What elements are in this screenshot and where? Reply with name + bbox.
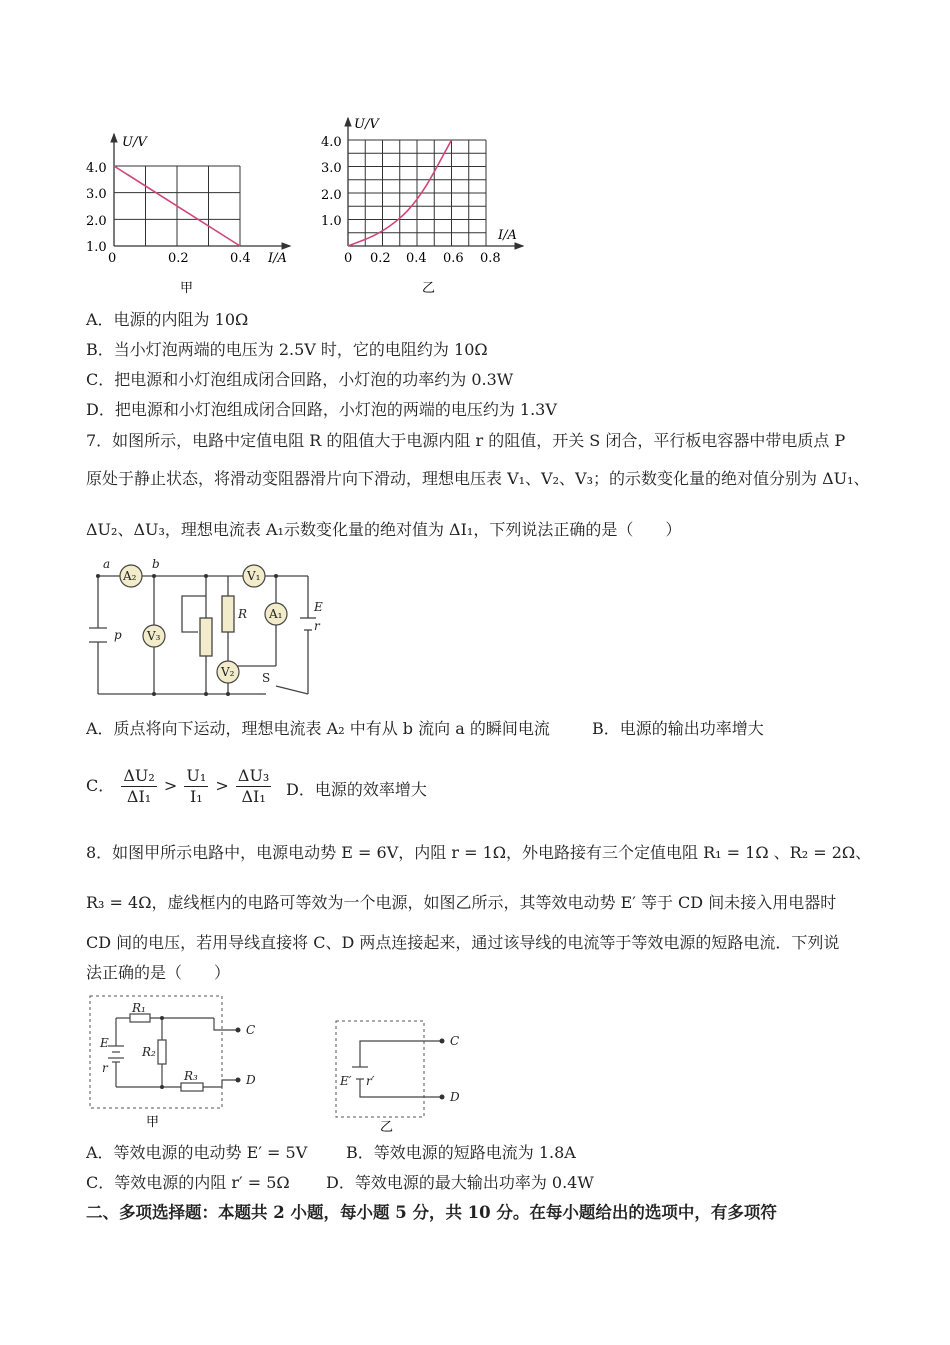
- q7-stem-line2: 原处于静止状态，将滑动变阻器滑片向下滑动，理想电压表 V₁、V₂、V₃；的示数变化量的绝对值分别为 ΔU₁、: [86, 469, 870, 488]
- yi-ytick: 2.0: [321, 188, 342, 203]
- q8-jia-caption: 甲: [146, 1115, 160, 1130]
- jia-caption: 甲: [180, 281, 194, 296]
- q8-stem-line3: CD 间的电压，若用导线直接将 C、D 两点连接起来，通过该导线的电流等于等效电源的短路电流．下列说: [86, 933, 840, 952]
- q8-jia-c: C: [246, 1023, 256, 1037]
- yi-xtick: 0.8: [480, 251, 501, 266]
- q8-stem-line1: 8．如图甲所示电路中，电源电动势 E = 6V，内阻 r = 1Ω，外电路接有三个定值电阻 R₁ = 1Ω 、R₂ = 2Ω、: [86, 843, 872, 862]
- jia-ylabel: U/V: [122, 135, 147, 150]
- q8-jia-e: E: [100, 1036, 109, 1050]
- yi-xtick: 0.6: [443, 251, 464, 266]
- jia-ytick: 4.0: [86, 161, 107, 176]
- yi-xtick: 0.4: [406, 251, 427, 266]
- q7-label-b: b: [152, 557, 160, 571]
- fraction-numerator: ΔU₂: [123, 766, 155, 785]
- yi-ytick: 1.0: [321, 214, 342, 229]
- yi-xtick: 0: [344, 251, 353, 266]
- yi-ytick: 3.0: [321, 161, 342, 176]
- jia-xtick: 0: [108, 251, 117, 266]
- q7-stem-line3: ΔU₂、ΔU₃，理想电流表 A₁示数变化量的绝对值为 ΔI₁，下列说法正确的是（ ）: [86, 520, 682, 539]
- q6-option-b: B．当小灯泡两端的电压为 2.5V 时，它的电阻约为 10Ω: [86, 340, 488, 359]
- q7-label-e: E: [314, 600, 323, 614]
- y-axis-arrow: [111, 134, 117, 142]
- q7-ammeter-a2: A₂: [123, 569, 137, 583]
- yi-caption: 乙: [422, 281, 436, 296]
- q8-yi-c: C: [450, 1034, 460, 1048]
- yi-ytick: 4.0: [321, 135, 342, 150]
- q7-option-a: A．质点将向下运动，理想电流表 A₂ 中有从 b 流向 a 的瞬间电流: [86, 719, 550, 738]
- q7-voltmeter-v1: V₁: [247, 569, 261, 583]
- q6-option-c: C．把电源和小灯泡组成闭合回路，小灯泡的功率约为 0.3W: [86, 370, 514, 389]
- section-2-heading: 二、多项选择题：本题共 2 小题，每小题 5 分，共 10 分。在每小题给出的选项中，有多项符: [86, 1203, 777, 1222]
- yi-ylabel: U/V: [354, 117, 379, 132]
- q7-option-c-prefix: C．: [86, 776, 115, 795]
- fraction-denominator: ΔI₁: [241, 787, 266, 806]
- q7-option-b: B．电源的输出功率增大: [592, 719, 764, 738]
- jia-ytick: 2.0: [86, 214, 107, 229]
- x-axis-arrow: [515, 243, 523, 249]
- q7-label-p: p: [114, 628, 122, 642]
- q8-yi-caption: 乙: [380, 1120, 394, 1135]
- jia-xtick: 0.4: [230, 251, 251, 266]
- fraction-du2-di1: [121, 766, 156, 807]
- q7-option-c: [86, 766, 273, 807]
- q7-stem-line1: 7．如图所示，电路中定值电阻 R 的阻值大于电源内阻 r 的阻值，开关 S 闭合，平行板电容器中带电质点 P: [86, 431, 846, 450]
- greater-than-sign: >: [163, 776, 178, 795]
- chart-jia: [80, 120, 310, 300]
- q8-stem-line4: 法正确的是（ ）: [86, 963, 231, 982]
- x-axis-arrow: [282, 243, 290, 249]
- q6-option-d: D．把电源和小灯泡组成闭合回路，小灯泡的两端的电压约为 1.3V: [86, 400, 557, 419]
- q6-option-a: A．电源的内阻为 10Ω: [86, 310, 249, 329]
- fraction-du3-di1: [236, 766, 271, 807]
- q8-jia-r2: R₂: [142, 1045, 156, 1059]
- q8-option-c: C．等效电源的内阻 r′ = 5Ω: [86, 1173, 290, 1192]
- jia-ytick: 1.0: [86, 240, 107, 255]
- jia-xlabel: I/A: [268, 251, 287, 266]
- q7-label-r-resistor: R: [238, 607, 248, 621]
- fraction-numerator: ΔU₃: [237, 766, 270, 785]
- q7-voltmeter-v3: V₃: [147, 629, 161, 643]
- q8-jia-r1: R₁: [132, 1001, 146, 1015]
- q8-figure-jia: [86, 992, 286, 1132]
- yi-xlabel: I/A: [498, 228, 517, 243]
- chart-yi: [318, 112, 538, 302]
- jia-ytick: 3.0: [86, 187, 107, 202]
- yi-xtick: 0.2: [370, 251, 391, 266]
- q7-label-switch: S: [262, 671, 271, 685]
- fraction-denominator: ΔI₁: [126, 787, 152, 806]
- q7-option-d: D．电源的效率增大: [286, 780, 427, 799]
- jia-xtick: 0.2: [168, 251, 189, 266]
- q7-label-a: a: [103, 557, 111, 571]
- q8-option-d: D．等效电源的最大输出功率为 0.4W: [326, 1173, 594, 1192]
- fraction-u1-i1: [184, 766, 208, 807]
- q8-jia-r: r: [102, 1061, 108, 1075]
- greater-than-sign: >: [215, 776, 229, 795]
- q8-option-a: A．等效电源的电动势 E′ = 5V: [86, 1143, 308, 1162]
- q8-jia-r3: R₃: [184, 1069, 198, 1083]
- q8-jia-d: D: [246, 1073, 256, 1087]
- fraction-denominator: I₁: [189, 787, 203, 806]
- q8-yi-e: E′: [340, 1074, 352, 1088]
- q8-yi-r: r′: [366, 1074, 375, 1088]
- q7-voltmeter-v2: V₂: [221, 665, 235, 679]
- fraction-numerator: U₁: [186, 766, 207, 785]
- y-axis-arrow: [345, 118, 351, 126]
- q8-figure-yi: [330, 1015, 480, 1135]
- q7-circuit: [86, 556, 336, 701]
- q7-ammeter-a1: A₁: [269, 607, 283, 621]
- q7-label-r-internal: r: [314, 619, 320, 633]
- q8-stem-line2: R₃ = 4Ω，虚线框内的电路可等效为一个电源，如图乙所示，其等效电动势 E′ 等于 CD 间未接入用电器时: [86, 893, 837, 912]
- q8-option-b: B．等效电源的短路电流为 1.8A: [346, 1143, 576, 1162]
- q8-yi-d: D: [450, 1090, 460, 1104]
